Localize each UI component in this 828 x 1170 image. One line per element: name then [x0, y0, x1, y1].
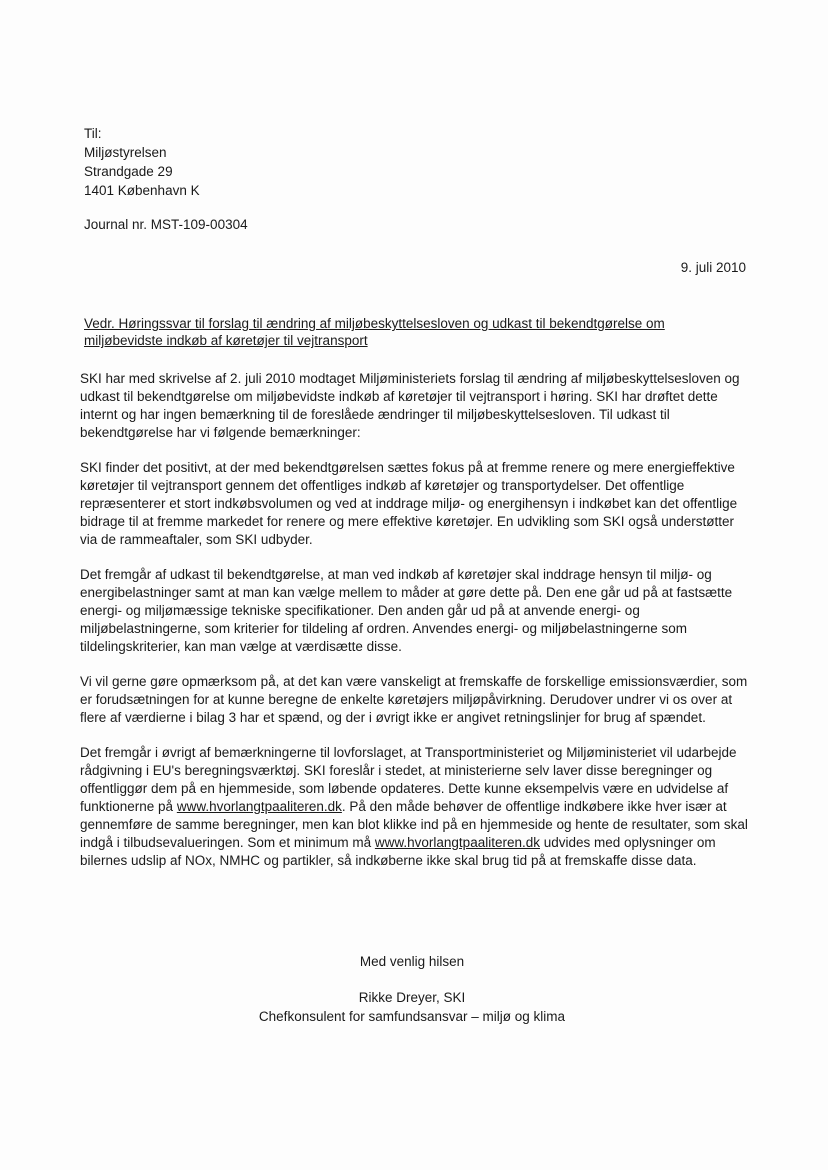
journal-number: Journal nr. MST-109-00304	[84, 217, 248, 232]
closing-greeting: Med venlig hilsen	[359, 954, 465, 969]
recipient-street: Strandgade 29	[84, 164, 173, 179]
recipient-label: Til:	[84, 126, 102, 141]
letter-date: 9. juli 2010	[680, 260, 746, 275]
paragraph-5-part-b: . På den måde behøver de offentlige indkøbere ikke hver især at gennemføre de samme beregninger, men kan blot klikke ind på en hjemmeside og hente de resultater, som skal indgå i tilbudsevalueringen. Som et minimum må	[80, 799, 748, 850]
recipient-name: Miljøstyrelsen	[84, 145, 167, 160]
recipient-city: 1401 København K	[84, 183, 200, 198]
paragraph-4: Vi vil gerne gøre opmærksom på, at det kan være vanskeligt at fremskaffe de forskellige emissionsværdier, som er forudsætningen for at kunne beregne de enkelte køretøjers miljøpåvirkning. Derudover undrer vi os over at flere af værdierne i bilag 3 har et spænd, og der i øvrigt ikke er angivet retningslinjer for brug af spændet.	[80, 674, 748, 725]
signer-role: Chefkonsulent for samfundsansvar – miljø og klima	[258, 1009, 566, 1024]
paragraph-5	[80, 744, 752, 870]
paragraph-1: SKI har med skrivelse af 2. juli 2010 modtaget Miljøministeriets forslag til ændring af miljøbeskyttelsesloven og udkast til bekendtgørelse om miljøbevidste indkøb af køretøjer til vejtransport i høring. SKI har drøftet dette internt og har ingen bemærkning til de foreslåede ændringer til miljøbeskyttelsesloven. Til udkast til bekendtgørelse har vi følgende bemærkninger:	[80, 371, 740, 440]
paragraph-5-part-a: Det fremgår i øvrigt af bemærkningerne til lovforslaget, at Transportministeriet og Miljøministeriet vil udarbejde rådgivning i EU's beregningsværktøj. SKI foreslår i stedet, at ministerierne selv laver disse beregninger og offentliggør dem på en hjemmeside, som løbende opdateres. Dette kunne eksempelvis være en udvidelse af funktionerne på	[80, 745, 737, 814]
recipient-address	[84, 124, 200, 200]
letter-body	[80, 370, 752, 887]
website-link-2[interactable]: www.hvorlangtpaaliteren.dk	[374, 835, 540, 850]
subject-line: Vedr. Høringssvar til forslag til ændring af miljøbeskyttelsesloven og udkast til bekendtgørelse om miljøbevidste indkøb af køretøjer til vejtransport	[84, 316, 665, 348]
website-link[interactable]: www.hvorlangtpaaliteren.dk	[176, 799, 342, 814]
paragraph-3: Det fremgår af udkast til bekendtgørelse, at man ved indkøb af køretøjer skal inddrage hensyn til miljø- og energibelastninger samt at man kan vælge mellem to måder at gøre dette på. Den ene går ud på at fastsætte energi- og miljømæssige tekniske specifikationer. Den anden går ud på at anvende energi- og miljøbelastningerne, som kriterier for tildeling af ordren. Anvendes energi- og miljøbelastningerne som tildelingskriterier, kan man vælge at værdisætte disse.	[80, 567, 733, 654]
paragraph-2: SKI finder det positivt, at der med bekendtgørelsen sættes fokus på at fremme renere og mere energieffektive køretøjer til vejtransport gennem det offentliges indkøb af køretøjer og transportydelser. Det offentlige repræsenterer et stort indkøbsvolumen og ved at inddrage miljø- og energihensyn i indkøbet kan det offentlige bidrage til at fremme markedet for renere og mere effektive køretøjer. En udvikling som SKI også understøtter via de rammeaftaler, som SKI udbyder.	[80, 460, 738, 547]
signer-name: Rikke Dreyer, SKI	[358, 990, 466, 1005]
paragraph-5-part-c: udvides med oplysninger om bilernes udslip af NOx, NMHC og partikler, så indkøberne ikke skal brug tid på at fremskaffe disse data.	[80, 835, 716, 868]
